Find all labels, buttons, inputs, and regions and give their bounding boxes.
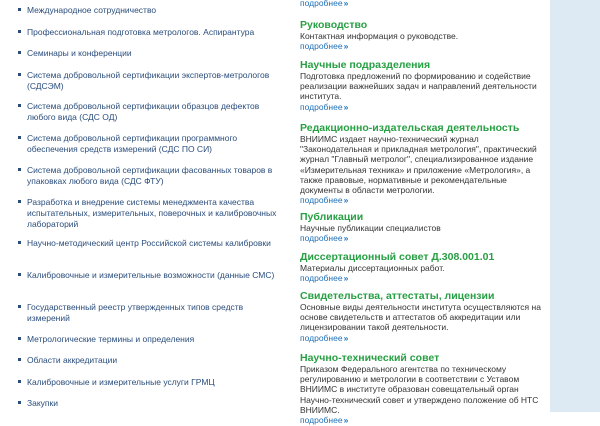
double-chevron-icon: » [343,101,349,112]
nav-item-label: Метрологические термины и определения [27,334,195,344]
more-link-label: подробнее [300,41,343,52]
double-chevron-icon: » [343,415,349,426]
more-link-label: подробнее [300,233,343,244]
more-link[interactable] [300,195,545,206]
nav-item-terms[interactable] [18,334,280,345]
double-chevron-icon: » [343,195,349,206]
bullet-icon [18,380,21,383]
section-title[interactable]: Редакционно-издательская деятельность [300,122,520,134]
bullet-icon [18,51,21,54]
bullet-icon [18,8,21,11]
nav-item-label: Государственный реестр утвержденных типов средств измерений [27,302,244,323]
nav-item-label: Международное сотрудничество [27,5,157,15]
bullet-icon [18,337,21,340]
bullet-icon [18,273,21,276]
bullet-icon [18,241,21,244]
nav-item-label: Профессиональная подготовка метрологов. Аспирантура [27,27,255,37]
nav-item-cmc[interactable] [18,270,280,281]
nav-item-procurement[interactable] [18,398,280,409]
left-nav-list [18,0,278,412]
section-title[interactable]: Научные подразделения [300,59,431,71]
nav-item-label: Система добровольной сертификации фасованных товаров в упаковках любого вида (СДС ФТУ) [27,165,273,186]
bullet-icon [18,358,21,361]
nav-item-label: Научно-методический центр Российской системы калибровки [27,238,271,248]
section-leadership [300,19,545,52]
more-link[interactable] [300,333,545,344]
section-title[interactable]: Научно-технический совет [300,352,440,364]
section-research-divisions [300,59,545,113]
nav-item-accreditation-areas[interactable] [18,355,280,366]
right-sidebar-background [550,0,600,412]
section-description: Материалы диссертационных работ. [300,263,445,273]
nav-item-sdsem[interactable] [18,70,280,92]
section-title[interactable]: Свидетельства, аттестаты, лицензии [300,290,495,302]
more-link[interactable] [300,41,545,52]
more-link[interactable] [300,273,545,284]
nav-item-grmc-services[interactable] [18,377,280,388]
double-chevron-icon: » [343,332,349,343]
more-link[interactable] [300,233,545,244]
nav-item-sds-ftu[interactable] [18,165,280,187]
section-description: Научные публикации специалистов [300,223,441,233]
section-title[interactable]: Публикации [300,211,364,223]
section-description: Подготовка предложений по формированию и содействие реализации важнейших задач и направлений деятельности института. [300,71,537,102]
section-description: Приказом Федерального агентства по техническому регулированию и метрологии в соответствии с Уставом ВНИИМС в институте образован совещательный орган Научно-технический совет и утверждено положение об НТС ВНИИМС. [300,364,539,415]
nav-item-international[interactable] [18,5,280,16]
bullet-icon [18,200,21,203]
nav-item-label: Система добровольной сертификации образцов дефектов любого вида (СДС ОД) [27,101,260,122]
nav-item-label: Система добровольной сертификации программного обеспечения средств измерений (СДС ПО СИ) [27,133,238,154]
bullet-icon [18,30,21,33]
section-title[interactable]: Руководство [300,19,368,31]
section-dissertation-council [300,251,545,284]
nav-item-sds-po-si[interactable] [18,133,280,155]
nav-item-calibration-center[interactable] [18,238,280,249]
more-link-label: подробнее [300,415,343,426]
section-description: ВНИИМС издает научно-технический журнал "Законодательная и прикладная метрология", практический журнал "Главный метролог", специализированное издание «Измерительная техника» и приложение «Метрология», а также правовые, нормативные и рекомендательные документы в области метрологии. [300,134,537,196]
section-description: Контактная информация о руководстве. [300,31,459,41]
section-previous [300,0,545,9]
more-link-label: подробнее [300,273,343,284]
nav-item-training[interactable] [18,27,280,38]
double-chevron-icon: » [343,0,349,8]
bullet-icon [18,136,21,139]
nav-item-state-register[interactable] [18,302,280,324]
nav-item-label: Система добровольной сертификации экспертов-метрологов (СДСЭМ) [27,70,270,91]
more-link[interactable] [300,102,545,113]
more-link-label: подробнее [300,101,343,112]
nav-item-seminars[interactable] [18,48,280,59]
more-link-label: подробнее [300,332,343,343]
nav-item-label: Семинары и конференции [27,48,132,58]
bullet-icon [18,73,21,76]
section-certificates [300,290,545,344]
more-link[interactable] [300,415,545,426]
nav-item-label: Разработка и внедрение системы менеджмента качества испытательных, измерительных, поверочных и калибровочных лабораторий [27,197,277,229]
bullet-icon [18,168,21,171]
sections-column [300,0,545,426]
more-link-label: подробнее [300,0,343,8]
bullet-icon [18,401,21,404]
section-publications [300,211,545,244]
nav-item-label: Калибровочные и измерительные услуги ГРМЦ [27,377,215,387]
double-chevron-icon: » [343,41,349,52]
nav-item-quality-management[interactable] [18,197,280,230]
nav-item-sds-od[interactable] [18,101,280,123]
double-chevron-icon: » [343,233,349,244]
section-scientific-council [300,352,545,426]
nav-item-label: Области аккредитации [27,355,118,365]
nav-item-label: Калибровочные и измерительные возможности (данные СМС) [27,270,275,280]
section-description: Основные виды деятельности института осуществляются на основе свидетельств и аттестатов об аккредитации или лицензировании такой деятельности. [300,302,541,333]
bullet-icon [18,305,21,308]
bullet-icon [18,104,21,107]
section-publishing [300,122,545,206]
section-title[interactable]: Диссертационный совет Д.308.001.01 [300,251,495,263]
nav-item-label: Закупки [27,398,58,408]
double-chevron-icon: » [343,273,349,284]
more-link[interactable] [300,0,545,9]
more-link-label: подробнее [300,195,343,206]
